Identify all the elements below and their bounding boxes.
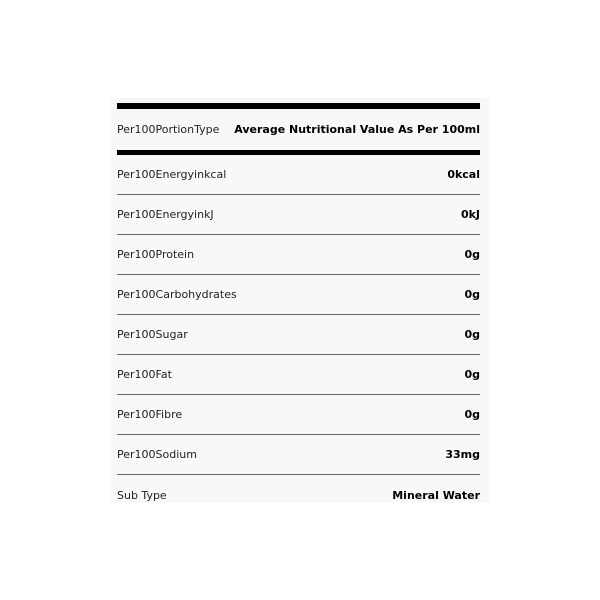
table-header-row: [117, 109, 480, 155]
row-value: 0g: [464, 248, 480, 261]
row-value: 0g: [464, 328, 480, 341]
carbohydrates-row: [117, 275, 480, 315]
row-label: Per100Sodium: [117, 448, 197, 461]
header-label: Per100PortionType: [117, 123, 220, 136]
fibre-row: [117, 395, 480, 435]
row-value: 0kJ: [460, 208, 480, 221]
header-value: Average Nutritional Value As Per 100ml: [234, 123, 480, 136]
row-label: Per100Fat: [117, 368, 172, 381]
sub-type-row: [117, 475, 480, 515]
fat-row: [117, 355, 480, 395]
row-value: 0g: [464, 288, 480, 301]
sugar-row: [117, 315, 480, 355]
row-value: 0g: [464, 368, 480, 381]
row-value: 33mg: [445, 448, 480, 461]
energy-kj-row: [117, 195, 480, 235]
row-label: Per100EnergyinkJ: [117, 208, 214, 221]
sodium-row: [117, 435, 480, 475]
row-value: 0g: [464, 408, 480, 421]
row-value: Mineral Water: [392, 488, 480, 502]
energy-kcal-row: [117, 155, 480, 195]
row-value: 0kcal: [447, 168, 480, 181]
row-label: Per100Sugar: [117, 328, 188, 341]
row-label: Per100Protein: [117, 248, 195, 261]
row-label: Per100Carbohydrates: [117, 288, 237, 301]
row-label: Sub Type: [117, 488, 167, 502]
nutrition-table: [117, 103, 480, 515]
row-label: Per100Energyinkcal: [117, 168, 227, 181]
row-label: Per100Fibre: [117, 408, 183, 421]
protein-row: [117, 235, 480, 275]
